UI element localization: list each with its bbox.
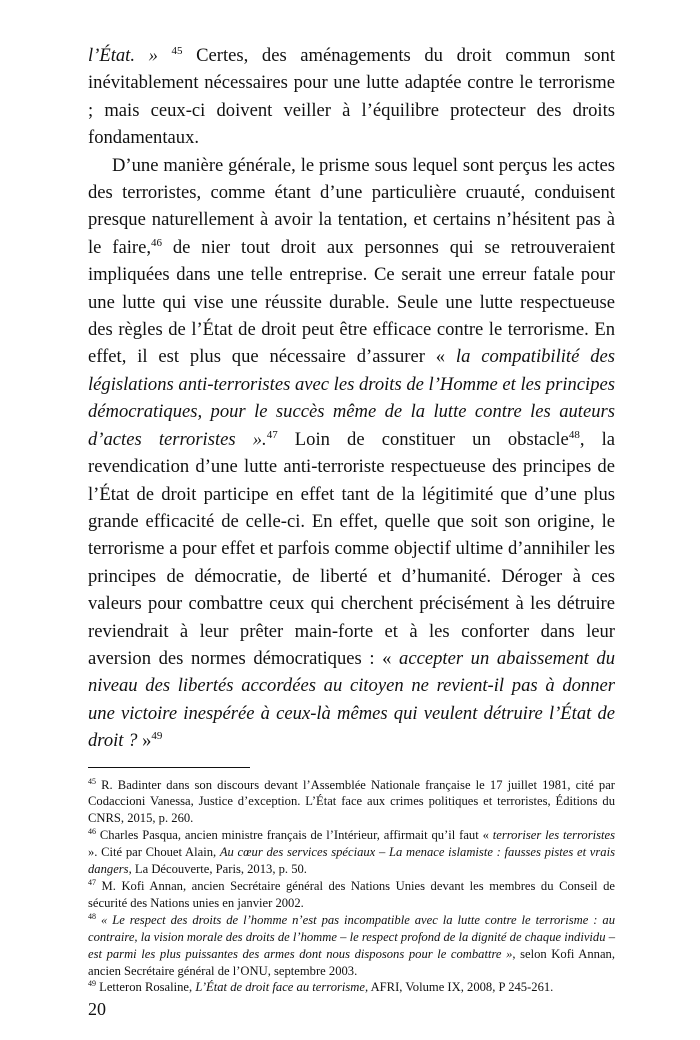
footnote-ref: 47 — [266, 428, 278, 441]
text: AFRI, Volume IX, 2008, P 245-261. — [368, 980, 554, 995]
text: D’une manière générale, le prisme sous lequel sont perçus les actes des terroristes, comme étant d’une particulière cruauté, conduisent presque naturellement à avoir la tentation, et certains n’hésitent pas à le faire, — [88, 154, 615, 258]
footnote-ref: 46 — [151, 236, 162, 249]
text: , selon Kofi Annan, ancien Secrétaire général de l’ONU, septembre 2003. — [88, 946, 615, 978]
footnote-49 — [88, 979, 615, 996]
footnote-number: 48 — [88, 911, 96, 921]
footnote-ref: 48 — [568, 428, 580, 441]
page-number: 20 — [88, 999, 106, 1020]
text-italic: la compatibilité des législations anti-terroristes avec les droits de l’Homme et les principes démocratiques, pour le succès même de la lutte contre les auteurs d’actes terroristes ». — [88, 346, 615, 450]
text-italic: l’État. » — [88, 45, 158, 66]
text: , la revendication d’une lutte anti-terroriste respectueuse des principes de l’État de droit participe en effet tant de la légitimité que d’une plus grande efficacité de celle-ci. En effet, quelle que soit son origine, le terrorisme a pour effet et parfois comme objectif ultime d’annihiler les principes de démocratie, de liberté et d’humanité. Déroger à ces valeurs pour combattre ceux qui cherchent précisément à les détruire reviendrait à leur prêter main-forte et à les conforter dans leur aversion des normes démocratiques : « — [88, 428, 616, 669]
footnote-ref: 49 — [151, 729, 163, 742]
text: » — [137, 730, 152, 752]
text: Loin de constituer un obstacle — [277, 428, 569, 450]
footnote-number: 49 — [88, 979, 96, 989]
footnote-45 — [88, 777, 615, 828]
text-italic: L’État de droit face au terrorisme, — [195, 980, 369, 995]
footnote-47 — [88, 878, 615, 912]
paragraph — [88, 152, 615, 755]
text: R. Badinter dans son discours devant l’Assemblée Nationale française le 17 juillet 1981, cité par Codaccioni Vanessa, Justice d’exception. L’État face aux crimes politiques et terroristes, Éditions du CNRS, 2015, p. 260. — [88, 777, 615, 826]
footnote-46 — [88, 827, 615, 878]
text-italic: Au cœur des services spéciaux – La menace islamiste : fausses pistes et vrais dangers — [88, 845, 615, 877]
text-italic: accepter un abaissement du niveau des libertés accordées au citoyen ne revient-il pas à donner une victoire inespérée à ceux-là mêmes qui veulent détruire l’État de droit ? — [88, 647, 615, 752]
text-italic: terroriser les terroristes — [492, 828, 615, 843]
footnote-separator — [88, 767, 250, 768]
footnote-number: 46 — [88, 827, 96, 837]
footnotes — [88, 777, 615, 997]
text: Letteron Rosaline, — [96, 980, 196, 995]
text-italic: « Le respect des droits de l’homme n’est pas incompatible avec la lutte contre le terrorisme : au contraire, la vision morale des droits de l’homme – le respect profond de la dignité de chaque individu – est parmi les plus puissantes des armes dont nous disposons pour le combattre » — [88, 912, 615, 961]
footnote-number: 45 — [88, 776, 96, 786]
text: Certes, des aménagements du droit commun sont inévitablement nécessaires pour une lutte adaptée contre le terrorisme ; mais ceux-ci doivent veiller à l’équilibre protecteur des droits fondamentaux. — [88, 45, 615, 149]
footnote-ref: 45 — [171, 44, 183, 57]
text: , La Découverte, Paris, 2013, p. 50. — [128, 862, 307, 877]
paragraph — [88, 42, 615, 152]
footnote-48 — [88, 912, 615, 980]
body-text — [88, 42, 615, 755]
footnote-number: 47 — [88, 877, 96, 887]
text: Charles Pasqua, ancien ministre français de l’Intérieur, affirmait qu’il faut « — [96, 828, 493, 843]
text: ». Cité par Chouet Alain, — [88, 845, 220, 860]
text: M. Kofi Annan, ancien Secrétaire général des Nations Unies devant les membres du Conseil de sécurité des Nations unies en janvier 2002. — [88, 879, 615, 910]
text: de nier tout droit aux personnes qui se retrouveraient impliquées dans une telle entreprise. Ce serait une erreur fatale pour une lutte qui vise une réussite durable. Seule une lutte respectueuse des règles de l’État de droit peut être efficace contre le terrorisme. En effet, il est plus que nécessaire d’assurer « — [88, 236, 616, 368]
